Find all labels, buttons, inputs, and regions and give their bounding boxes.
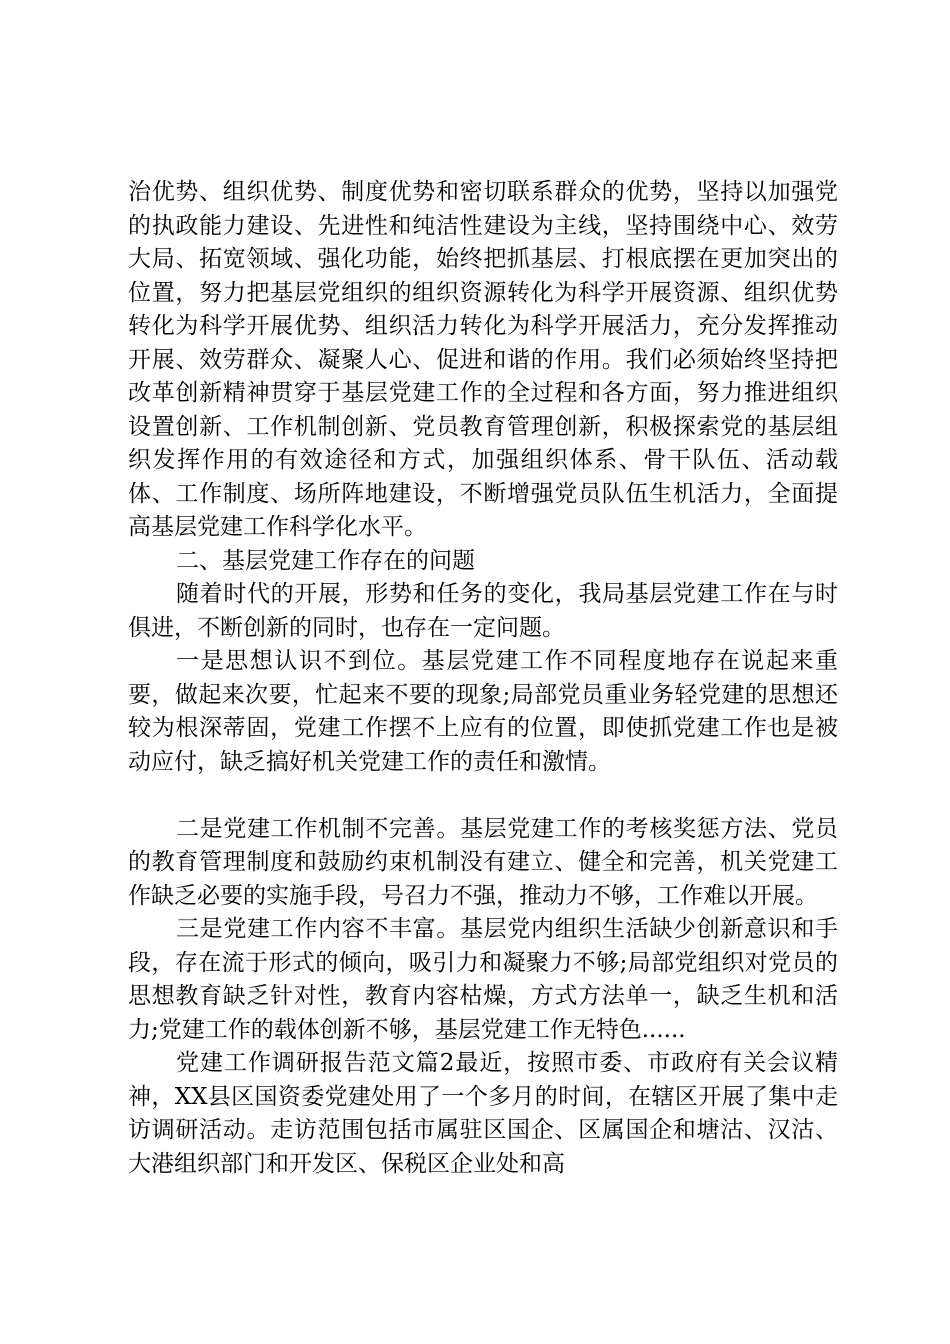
paragraph-problem-three: 三是党建工作内容不丰富。基层党内组织生活缺少创新意识和手段，存在流于形式的倾向，吸引力和凝聚力不够;局部党组织对党员的思想教育缺乏针对性，教育内容枯燥，方式方法单一，缺乏生机和活力;党建工作的载体创新不够，基层党建工作无特色......	[128, 916, 838, 1043]
paragraph-problem-one: 一是思想认识不到位。基层党建工作不同程度地存在说起来重要，做起来次要，忙起来不要的现象;局部党员重业务轻党建的思想还较为根深蒂固，党建工作摆不上应有的位置，即使抓党建工作也是被动应付，缺乏搞好机关党建工作的责任和激情。	[128, 648, 838, 775]
section-heading-problems: 二、基层党建工作存在的问题	[176, 547, 475, 574]
blank-line	[128, 779, 838, 813]
paragraph-problems-intro: 随着时代的开展，形势和任务的变化，我局基层党建工作在与时俱进，不断创新的同时，也存在一定问题。	[128, 581, 838, 641]
paragraph-report-two-intro: 党建工作调研报告范文篇2最近，按照市委、市政府有关会议精神，XX县区国资委党建处用了一个多月的时间，在辖区开展了集中走访调研活动。走访范围包括市属驻区国企、区属国企和塘沽、汉沽、大港组织部门和开发区、保税区企业处和高	[128, 1050, 838, 1177]
paragraph-problem-two: 二是党建工作机制不完善。基层党建工作的考核奖惩方法、党员的教育管理制度和鼓励约束机制没有建立、健全和完善，机关党建工作缺乏必要的实施手段，号召力不强，推动力不够，工作难以开展。	[128, 815, 838, 909]
document-body	[128, 176, 838, 1181]
paragraph-party-advantages: 治优势、组织优势、制度优势和密切联系群众的优势，坚持以加强党的执政能力建设、先进性和纯洁性建设为主线，坚持围绕中心、效劳大局、拓宽领域、强化功能，始终把抓基层、打根底摆在更加突出的位置，努力把基层党组织的组织资源转化为科学开展资源、组织优势转化为科学开展优势、组织活力转化为科学开展活力，充分发挥推动开展、效劳群众、凝聚人心、促进和谐的作用。我们必须始终坚持把改革创新精神贯穿于基层党建工作的全过程和各方面，努力推进组织设置创新、工作机制创新、党员教育管理创新，积极探索党的基层组织发挥作用的有效途径和方式，加强组织体系、骨干队伍、活动载体、工作制度、场所阵地建设，不断增强党员队伍生机活力，全面提高基层党建工作科学化水平。	[128, 179, 838, 540]
